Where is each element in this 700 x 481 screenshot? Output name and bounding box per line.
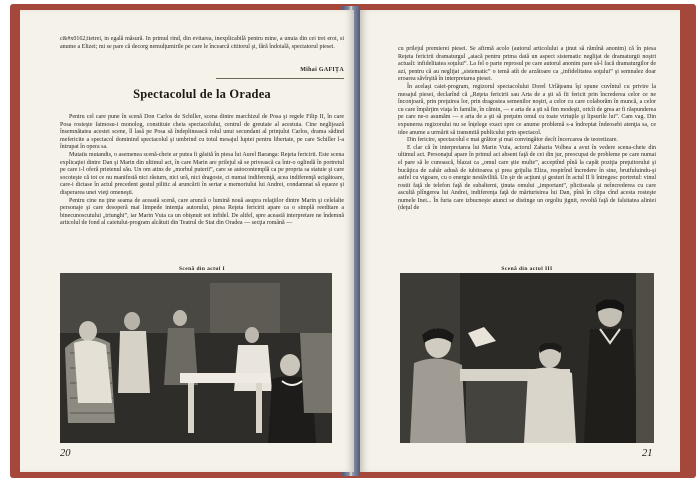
photo-act-1-image (60, 273, 332, 443)
left-paragraph-2: Mutatis mutandis, o asemenea scenă-cheie ar putea fi găsită în piesa lui Aurel Baranga: Reţeta fericirii. Este scena explicaţiei dintre Dan şi Marin din ultimul act, în care Marin are prilejul să se privească ca într-o oglindă în portretul pe care i-l oferă prietenul său. Un om atins de „morbul puterii”, care se autocontemplă ca pe propria sa statuie şi care socoteşte că tot ce nu manifestă nici răsturn, nici ură, nici dragoste, ci numai indiferenţă, acea indiferenţă ucigătoare, care-i dictase în actul precedent gestul pilitic al aruncării în sertar a memoriului lui Andrei, condamnat să eşueze şi disperarea unei vieţi omeneşti. (60, 151, 344, 196)
left-photo-caption: Scenă din actul I (178, 266, 226, 272)
left-intro-paragraph (60, 36, 344, 51)
left-page (20, 10, 354, 472)
author-signature: Mihai GAFIŢA (300, 67, 344, 73)
left-intro-text: c&#x0162;itetrei, in egală măsură. In primul rind, din evitarea, inexplicabilă pentru mine, a unuia din cei trei eroi, si anume a Elizei; mi se pare că decorg nemulţumirile pe care le încearcă cititorul şi, fără îndoială, spectatorul piesei. (60, 36, 344, 50)
stage-photo-act-1 (60, 273, 332, 443)
section-divider-rule (216, 78, 344, 79)
stage-photo-act-3 (400, 273, 654, 443)
page-number-left: 20 (60, 448, 71, 459)
article-heading: Spectacolul de la Oradea (133, 87, 271, 101)
right-paragraph-4: E clar că în interpretarea lui Marin Vuia, actorul Zaharia Volbea a avut în vedere scena-cheie din ultimul act. Personajul apare în primul act absent faţă de cei din jur, preocupat de probleme pe care numai el pare să le cunoască, blazat ca „omul care ştie multe”, acceptînd pînă la capăt poziţia preţuitorului şi bucăţica de zahăr adusă de iubitoarea şi prea grijulia Eliza, respirînd încredere în sine, brutfuluindu-şi astfel cu vigoare, cu o energie nestăvilită. Un şir de acţiuni şi gesturi în actul II îi întregesc portretul: vinul rostit faţă de telefon faţă de subalterni, ţinuta omului „important”, plictiseala şi neîncrederea cu care ascultă plîngerea lui Andrei, indiferenţa faţă de mărturisirea lui Dan, pînă în clipa cînd acesta rosteşte numele Inei... În furia care izbucneşte atunci se distinge un orgoliu jignit, revoltă faţă de falsitatea aliniei (deţul de (398, 144, 656, 212)
left-paragraph-1: Pentru cel care pune în scenă Don Carlos de Schiller, scena dintre marchizul de Posa şi regele Filip II, în care Posa rosteşte faimosu-i monolog, constituie cheia spectacolului, centrul de greutate al acestuia. Cine neglijează însemnătatea acestei scene, îl lasă pe Posa să îndeplinească rolul unui secundant al prinţului Carlos, drama sădind mefericite a spectacol dominind spectacolul şi umbrind cu totul mesajul luptei pentru libertate, pe care Schiller l-a întrupat în opera sa. (60, 114, 344, 151)
right-paragraph-1: cu prilejul premierei piesei. Se afirmă acolo (autorul articolului a ţinut să rămînă anonim) că în piesa Reţeta fericirii dramaturgul „atacă pentru prima dată un aspect sistematic neglijat de dramaturgii noştri actuali: infidelitatea soţului”. La fel o parte reprosul pe care autorul anonim pare să-l facă dramaturgilor de azi, pentru că au neglijat „sistematic” o temă atît de arzătoare ca „infidelitatea soţului” şi semnalez doar eroarea săvîrşită în interpretarea piesei. (398, 46, 656, 83)
right-page (360, 10, 680, 472)
photo-act-3-image (400, 273, 654, 443)
left-paragraph-3: Pentru cine nu ţine seama de această scenă, care aruncă o lumină nouă asupra relaţiilor dintre Marin şi celelalte personaje şi care desoperă mai limpede intenţia autorului, piesa Reţeta fericirii apare ca o simplă reeditare a binecunoscutului „triunghi”, iar Marin Vuia ca un obişnuit sot infidel. De altfel, spre această interpretare ne îndemnă articolul de fond al caietului-program alcătuit din Teatrul de Stat din Oradea — secţia română — (60, 197, 344, 227)
right-paragraph-2: În acelaşi caiet-program, regizorul spectacolului Dorel Urlăţeanu îşi spune cuvîntul cu privire la mesajul piesei, declarînd că „Reţeta fericirii sau Arta de a şti să fii fericit prin încrederea celor ce ne înconjoară, prin preţuirea lor, prin dragostea semenilor noştri, a celor cu care colaborăm în muncă, a celor cu care împărţim viaţa în familie, în cămin, — e arta de a şti să fim modeşti, oricît de grea ar fi răspunderea pe care ne-o asumăm — e arta de a şti să preţuim omul cu toate virtuţile şi lipsurile lui”. Cam vag. Din expunerea regizorului nu se înţelege exact spre ce anume problemă s-a îndreptat îndeosebi atenţia sa, ce idee anume a urmărit să transmită publicului prin spectacol. (398, 83, 656, 136)
page-number-right: 21 (642, 448, 653, 459)
right-paragraph-3: Din fericire, spectacolul e mai grăitor şi mai convingător decît încercarea de teoretizare. (407, 137, 618, 144)
right-photo-caption: Scenă din actul III (501, 266, 553, 272)
left-body-column (60, 114, 344, 228)
right-body-column (398, 46, 656, 213)
